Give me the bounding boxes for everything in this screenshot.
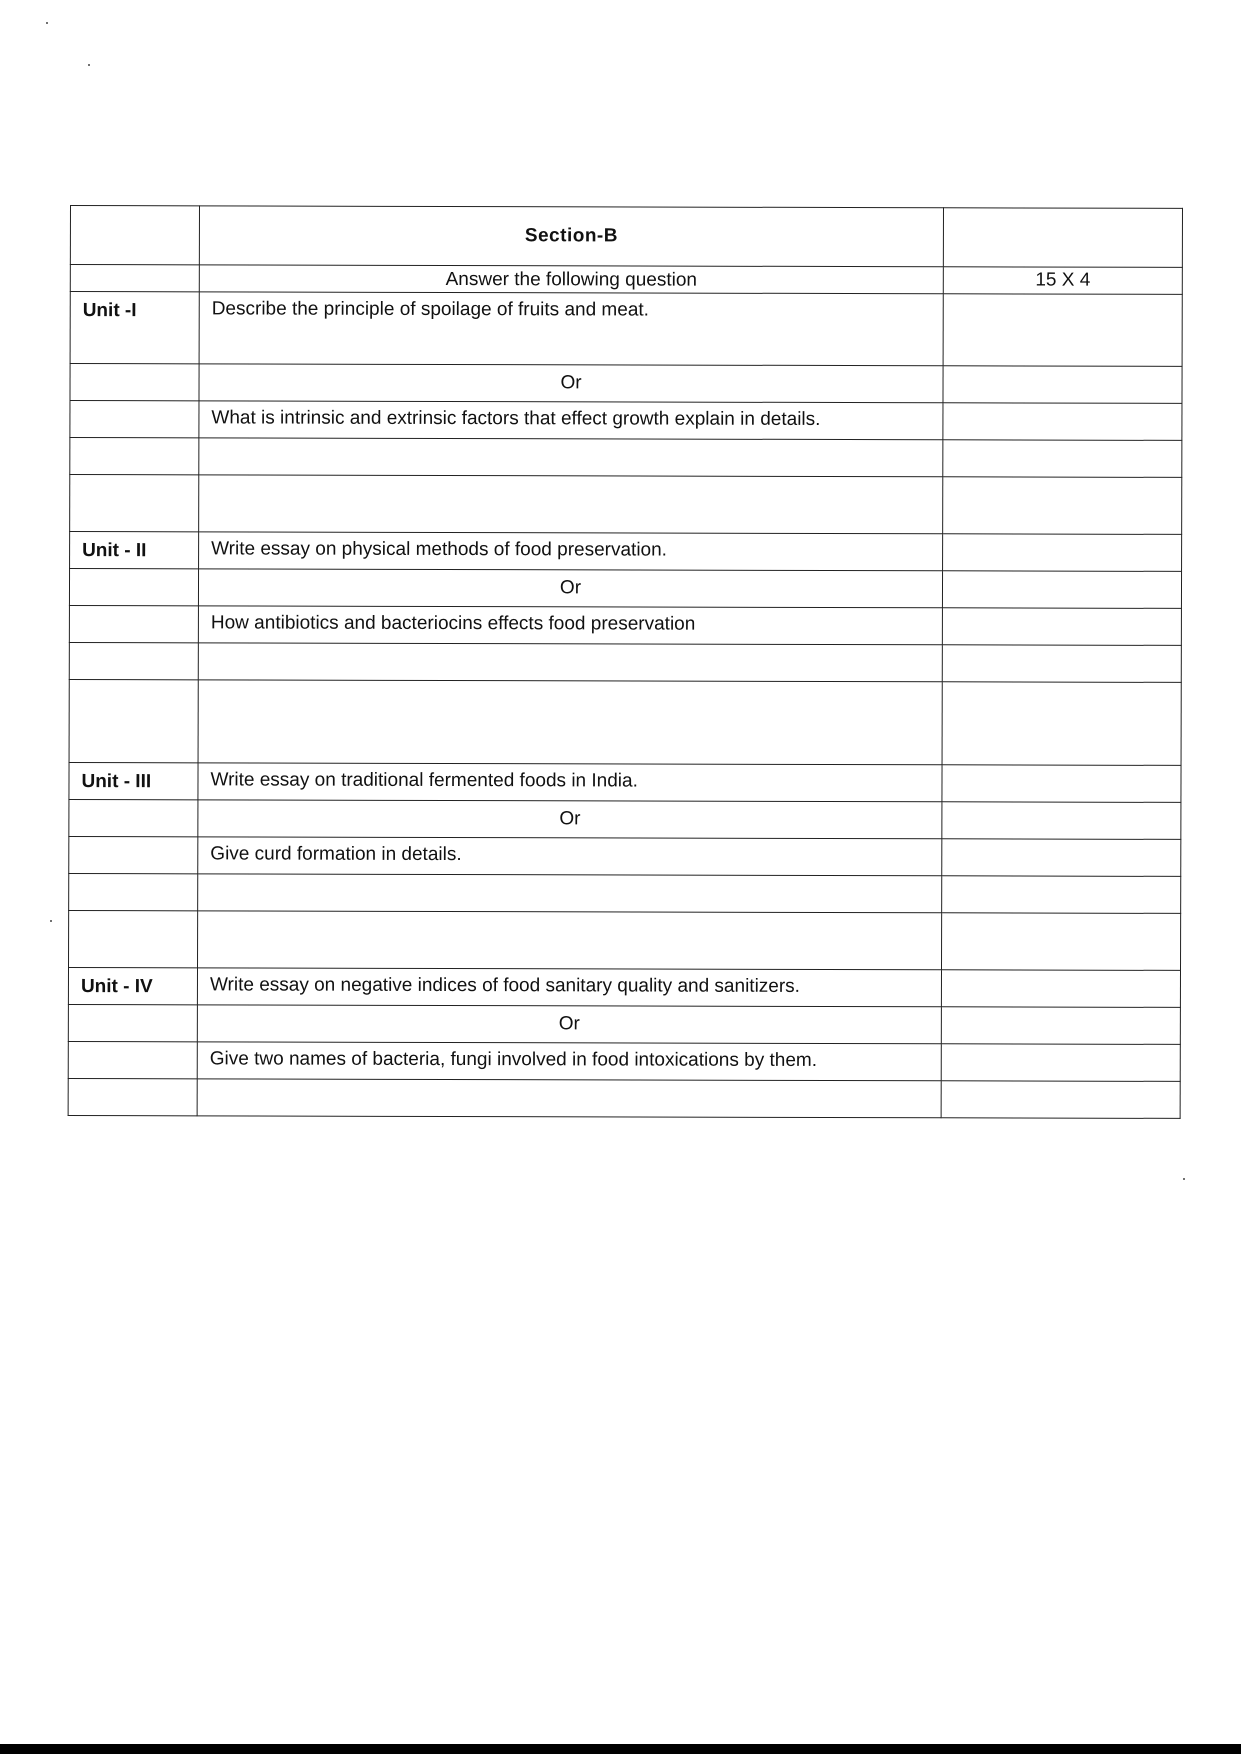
unit-cell (69, 679, 198, 762)
marks-cell (941, 1007, 1180, 1045)
table-row (68, 1041, 1180, 1081)
question-cell (199, 438, 943, 477)
marks-cell (941, 970, 1180, 1008)
marks-cell (942, 645, 1181, 683)
marks-allocation: 15 X 4 (943, 267, 1182, 295)
question-cell (198, 911, 942, 970)
table-row (69, 799, 1181, 839)
table-row (69, 873, 1181, 913)
table-row (69, 642, 1181, 682)
unit-label: Unit - II (70, 532, 199, 569)
marks-cell (943, 366, 1182, 404)
scan-edge-bar (0, 1744, 1241, 1754)
question-cell (198, 680, 942, 765)
or-separator: Or (198, 569, 942, 608)
table-row (69, 569, 1181, 609)
table-row (70, 532, 1182, 572)
marks-cell (942, 571, 1181, 609)
unit-cell (70, 206, 199, 265)
marks-cell (942, 802, 1181, 840)
unit-cell (70, 401, 199, 438)
scan-speck (50, 920, 52, 922)
question-text: How antibiotics and bacteriocins effects food preservation (198, 606, 942, 645)
question-cell (198, 643, 942, 682)
table-row (70, 401, 1182, 441)
table-row (68, 1004, 1180, 1044)
or-separator: Or (198, 800, 942, 839)
unit-cell (68, 1004, 197, 1041)
unit-cell (69, 836, 198, 873)
marks-cell (942, 876, 1181, 914)
marks-cell (941, 1044, 1180, 1082)
marks-cell (943, 477, 1182, 535)
table-row (69, 679, 1181, 765)
section-title: Section-B (199, 206, 943, 267)
marks-cell (942, 765, 1181, 803)
table-row (70, 364, 1182, 404)
marks-cell (943, 534, 1182, 572)
unit-cell (70, 364, 199, 401)
marks-cell (943, 208, 1182, 268)
marks-cell (943, 440, 1182, 478)
marks-cell (942, 913, 1181, 971)
table-row (70, 438, 1182, 478)
table-row (69, 762, 1181, 802)
unit-cell (70, 475, 199, 532)
instruction-text: Answer the following question (199, 265, 943, 294)
question-cell (197, 1079, 941, 1118)
scan-speck (46, 22, 48, 24)
unit-cell (68, 1078, 197, 1115)
unit-cell (70, 438, 199, 475)
marks-cell (942, 608, 1181, 646)
or-separator: Or (197, 1005, 941, 1044)
unit-cell (69, 873, 198, 910)
table-row (69, 836, 1181, 876)
scan-speck (1183, 1178, 1185, 1180)
table-row (70, 475, 1182, 535)
unit-cell (69, 910, 198, 967)
marks-cell (943, 294, 1182, 367)
marks-cell (943, 403, 1182, 441)
table-row (68, 1078, 1180, 1118)
marks-cell (942, 839, 1181, 877)
unit-label: Unit - III (69, 762, 198, 799)
table-row (70, 265, 1182, 295)
unit-cell (69, 799, 198, 836)
question-text: Write essay on physical methods of food preservation. (199, 532, 943, 571)
question-text: Give curd formation in details. (198, 837, 942, 876)
unit-cell (70, 265, 199, 292)
question-cell (198, 874, 942, 913)
scan-speck (88, 64, 90, 66)
unit-cell (69, 642, 198, 679)
question-text: Describe the principle of spoilage of fruits and meat. (199, 292, 943, 366)
unit-label: Unit - IV (68, 967, 197, 1004)
marks-cell (942, 682, 1181, 766)
unit-label: Unit -I (70, 292, 199, 364)
table-row (69, 605, 1181, 645)
question-cell (199, 475, 943, 534)
unit-cell (69, 605, 198, 642)
question-text: Write essay on negative indices of food sanitary quality and sanitizers. (197, 968, 941, 1007)
table-row (70, 292, 1182, 367)
question-table (68, 205, 1183, 1119)
question-text: What is intrinsic and extrinsic factors that effect growth explain in details. (199, 401, 943, 440)
table-row (69, 910, 1181, 970)
question-text: Write essay on traditional fermented foods in India. (198, 763, 942, 802)
or-separator: Or (199, 364, 943, 403)
unit-cell (68, 1041, 197, 1078)
marks-cell (941, 1081, 1180, 1119)
table-row (68, 967, 1180, 1007)
unit-cell (69, 569, 198, 606)
table-row (70, 206, 1182, 268)
question-text: Give two names of bacteria, fungi involved in food intoxications by them. (197, 1042, 941, 1081)
